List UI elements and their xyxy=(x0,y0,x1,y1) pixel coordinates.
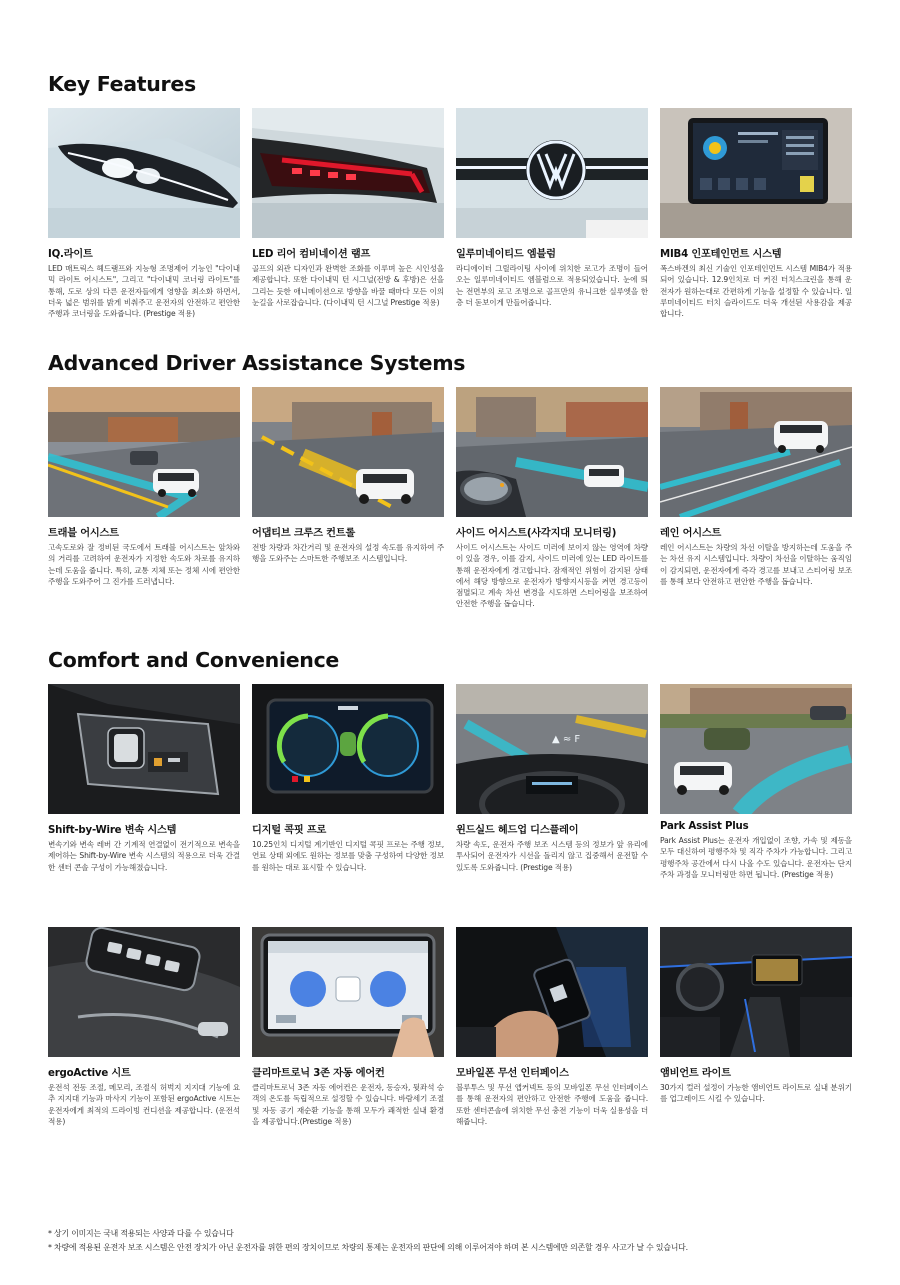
feature-card-adaptive-cruise xyxy=(252,387,444,565)
feature-card-ambient-light xyxy=(660,927,852,1105)
section-title-comfort: Comfort and Convenience xyxy=(48,648,340,672)
feature-description: 변속기와 변속 레버 간 기계적 연결없이 전기적으로 변속을 제어하는 Shift-by-Wire 변속 시스템의 적용으로 더욱 간결한 센터 콘솔 구성이 가능해졌습니다. xyxy=(48,840,240,872)
feature-description: 차량 속도, 운전자 주행 보조 시스템 등의 정보가 앞 유리에 투사되어 운전자가 시선을 돌리지 않고 집중해서 운전할 수 있도록 도와줍니다. (Prestige 적용) xyxy=(456,840,648,872)
hud-photo xyxy=(456,684,648,814)
lane-assist-photo xyxy=(660,387,852,517)
feature-description: 운전석 전동 조절, 메모리, 조절식 허벅지 지지대 기능에 요추 지지대 기능과 마사지 기능이 포함된 ergoActive 시트는 운전자에게 최적의 드라이빙 컨디션을 제공합니다. (운전석 적용) xyxy=(48,1083,240,1126)
feature-description: 전방 차량과 차간거리 및 운전자의 설정 속도를 유지하여 주행을 도와주는 스마트한 주행보조 시스템입니다. xyxy=(252,543,444,564)
footnotes xyxy=(48,1228,878,1256)
feature-title: 사이드 어시스트(사각지대 모니터링) xyxy=(456,528,617,539)
ambient-light-photo xyxy=(660,927,852,1057)
feature-card-park-assist xyxy=(660,684,852,880)
digital-cockpit-photo xyxy=(252,684,444,814)
feature-card-mib4 xyxy=(660,108,852,319)
tail-lamp-photo xyxy=(252,108,444,238)
feature-title: 디지털 콕핏 프로 xyxy=(252,825,327,836)
feature-description: LED 매트릭스 헤드램프와 지능형 조명제어 기능인 "다이내믹 라이트 어시스트", 그리고 "다이내믹 코너링 라이트"를 통해, 도로 상의 다른 운전자들에게 영향을 최소화 하면서, 더욱 넓은 범위를 밝게 비춰주고 운전자의 안전하고 편안한 주행과 코너링을 도와줍니다. (Prestige 적용) xyxy=(48,264,240,319)
feature-card-travel-assist xyxy=(48,387,240,587)
svg-text:▲ ≈ F: ▲ ≈ F xyxy=(552,734,581,745)
feature-card-iq-light xyxy=(48,108,240,319)
section-title-adas: Advanced Driver Assistance Systems xyxy=(48,351,466,375)
side-assist-photo xyxy=(456,387,648,517)
adaptive-cruise-photo xyxy=(252,387,444,517)
feature-description: 폭스바겐의 최신 기술인 인포테인먼트 시스템 MIB4가 적용되어 있습니다. 12.9인치로 더 커진 터치스크린을 통해 운전자가 원하는대로 간편하게 기능을 설정할 수 있습니다. 일루미네이티드 터치 슬라이드도 더욱 개선된 사용감을 제공합니다. xyxy=(660,264,852,319)
headlight-photo xyxy=(48,108,240,238)
feature-description: 레인 어시스트는 차량의 차선 이탈을 방지하는데 도움을 주는 차선 유지 시스템입니다. 차량이 차선을 이탈하는 움직임이 감지되면, 운전자에게 즉각 경고를 보내고 스티어링 보조를 통해 보다 안전하고 편안한 주행을 돕습니다. xyxy=(660,543,852,586)
feature-title: 트래블 어시스트 xyxy=(48,528,119,539)
feature-card-shift-by-wire xyxy=(48,684,240,873)
shifter-photo xyxy=(48,684,240,814)
feature-title: 앰비언트 라이트 xyxy=(660,1068,731,1079)
feature-card-ergoactive xyxy=(48,927,240,1127)
feature-title: LED 리어 컴비네이션 램프 xyxy=(252,249,371,260)
feature-card-illuminated-emblem xyxy=(456,108,648,308)
feature-card-lane-assist xyxy=(660,387,852,587)
feature-title: 모바일폰 무선 인터페이스 xyxy=(456,1068,569,1079)
feature-title: MIB4 인포테인먼트 시스템 xyxy=(660,249,782,260)
feature-title: 윈드실드 헤드업 디스플레이 xyxy=(456,825,579,836)
feature-title: ergoActive 시트 xyxy=(48,1068,131,1079)
travel-assist-photo xyxy=(48,387,240,517)
feature-description: 고속도로와 잘 정비된 국도에서 트래블 어시스트는 앞차와의 거리를 고려하여 운전자가 지정한 속도와 차로를 유지하는데 도움을 줍니다. 특히, 교통 지체 또는 정체 시에 편안한 주행을 도와주어 그 진가를 드러냅니다. xyxy=(48,543,240,586)
feature-card-led-rear-lamp xyxy=(252,108,444,308)
feature-description: 클리마트로닉 3존 자동 에어컨은 운전자, 동승자, 뒷좌석 승객의 온도를 독립적으로 설정할 수 있습니다. 바람세기 조절 및 자동 공기 재순환 기능을 통해 모두가 쾌적한 실내 환경을 제공합니다.(Prestige 적용) xyxy=(252,1083,444,1126)
feature-description: 라디에이터 그릴라이팅 사이에 위치한 로고가 조명이 들어오는 일루미네이티드 엠블럼으로 적용되었습니다. 눈에 띄는 전면부의 로고 조명으로 골프만의 유니크한 실루엣을 한층 더 돋보이게 만들어줍니다. xyxy=(456,264,648,307)
section-title-key-features: Key Features xyxy=(48,72,196,96)
seat-controls-photo xyxy=(48,927,240,1057)
infotainment-photo xyxy=(660,108,852,238)
feature-card-wireless-phone xyxy=(456,927,648,1127)
feature-card-side-assist xyxy=(456,387,648,610)
feature-card-digital-cockpit xyxy=(252,684,444,873)
footnote: * 차량에 적용된 운전자 보조 시스템은 안전 장치가 아닌 운전자를 위한 편의 장치이므로 차량의 통제는 운전자의 판단에 의해 이루어져야 하며 본 시스템에만 의존할 경우 사고가 날 수 있습니다. xyxy=(48,1243,688,1252)
park-assist-photo xyxy=(660,684,852,814)
feature-title: IQ.라이트 xyxy=(48,249,93,260)
feature-description: 블루투스 및 무선 앱커넥트 등의 모바일폰 무선 인터페이스를 통해 운전자의 편안하고 안전한 주행에 도움을 줍니다. 또한 센터콘솔에 위치한 무선 충전 기능이 더욱 실용성을 더해줍니다. xyxy=(456,1083,648,1126)
feature-description: 10.25인치 디지털 계기반인 디지털 콕핏 프로는 주행 정보, 연료 상태 외에도 원하는 정보를 맞춤 구성하여 다양한 정보를 원하는 대로 표시할 수 있습니다. xyxy=(252,840,444,872)
emblem-photo xyxy=(456,108,648,238)
feature-title: Shift-by-Wire 변속 시스템 xyxy=(48,825,177,836)
climatronic-photo xyxy=(252,927,444,1057)
feature-card-climatronic xyxy=(252,927,444,1127)
wireless-phone-photo xyxy=(456,927,648,1057)
footnote: * 상기 이미지는 국내 적용되는 사양과 다를 수 있습니다 xyxy=(48,1229,234,1238)
feature-title: 레인 어시스트 xyxy=(660,528,722,539)
feature-description: 골프의 외관 디자인과 완벽한 조화를 이루며 높은 시인성을 제공합니다. 또한 다이내믹 턴 시그널(전방 & 후방)은 선을 그리는 듯한 애니메이션으로 방향을 바꿀 때마다 모든 이의 눈길을 사로잡습니다. (다이내믹 턴 시그널 Prestige 적용) xyxy=(252,264,444,307)
feature-card-hud xyxy=(456,684,648,873)
feature-title: 어댑티브 크루즈 컨트롤 xyxy=(252,528,356,539)
feature-title: 일루미네이티드 엠블럼 xyxy=(456,249,556,260)
feature-title: 클리마트로닉 3존 자동 에어컨 xyxy=(252,1068,385,1079)
feature-description: 30가지 컬러 설정이 가능한 앰비언트 라이트로 실내 분위기를 업그레이드 시킬 수 있습니다. xyxy=(660,1083,852,1104)
feature-title: Park Assist Plus xyxy=(660,821,749,832)
feature-description: 사이드 어시스트는 사이드 미러에 보이지 않는 영역에 차량이 있을 경우, 이를 감지, 사이드 미러에 있는 LED 라이트를 통해 운전자에게 경고합니다. 잠재적인 위험이 감지된 상태에서 해당 방향으로 운전자가 방향지시등을 켜면 경고등이 점멸되고 계속 차선 변경을 시도하면 스티어링을 보조하여 안전한 주행을 돕습니다. xyxy=(456,543,648,609)
feature-description: Park Assist Plus는 운전자 개입없이 조향, 가속 및 제동을 모두 대신하여 평행주차 및 직각 주차가 가능합니다. 그리고 평행주차 공간에서 다시 나올 수도 있습니다. 운전자는 단지 주차 과정을 모니터링만 하면 됩니다. (Prestige 적용) xyxy=(660,836,852,879)
